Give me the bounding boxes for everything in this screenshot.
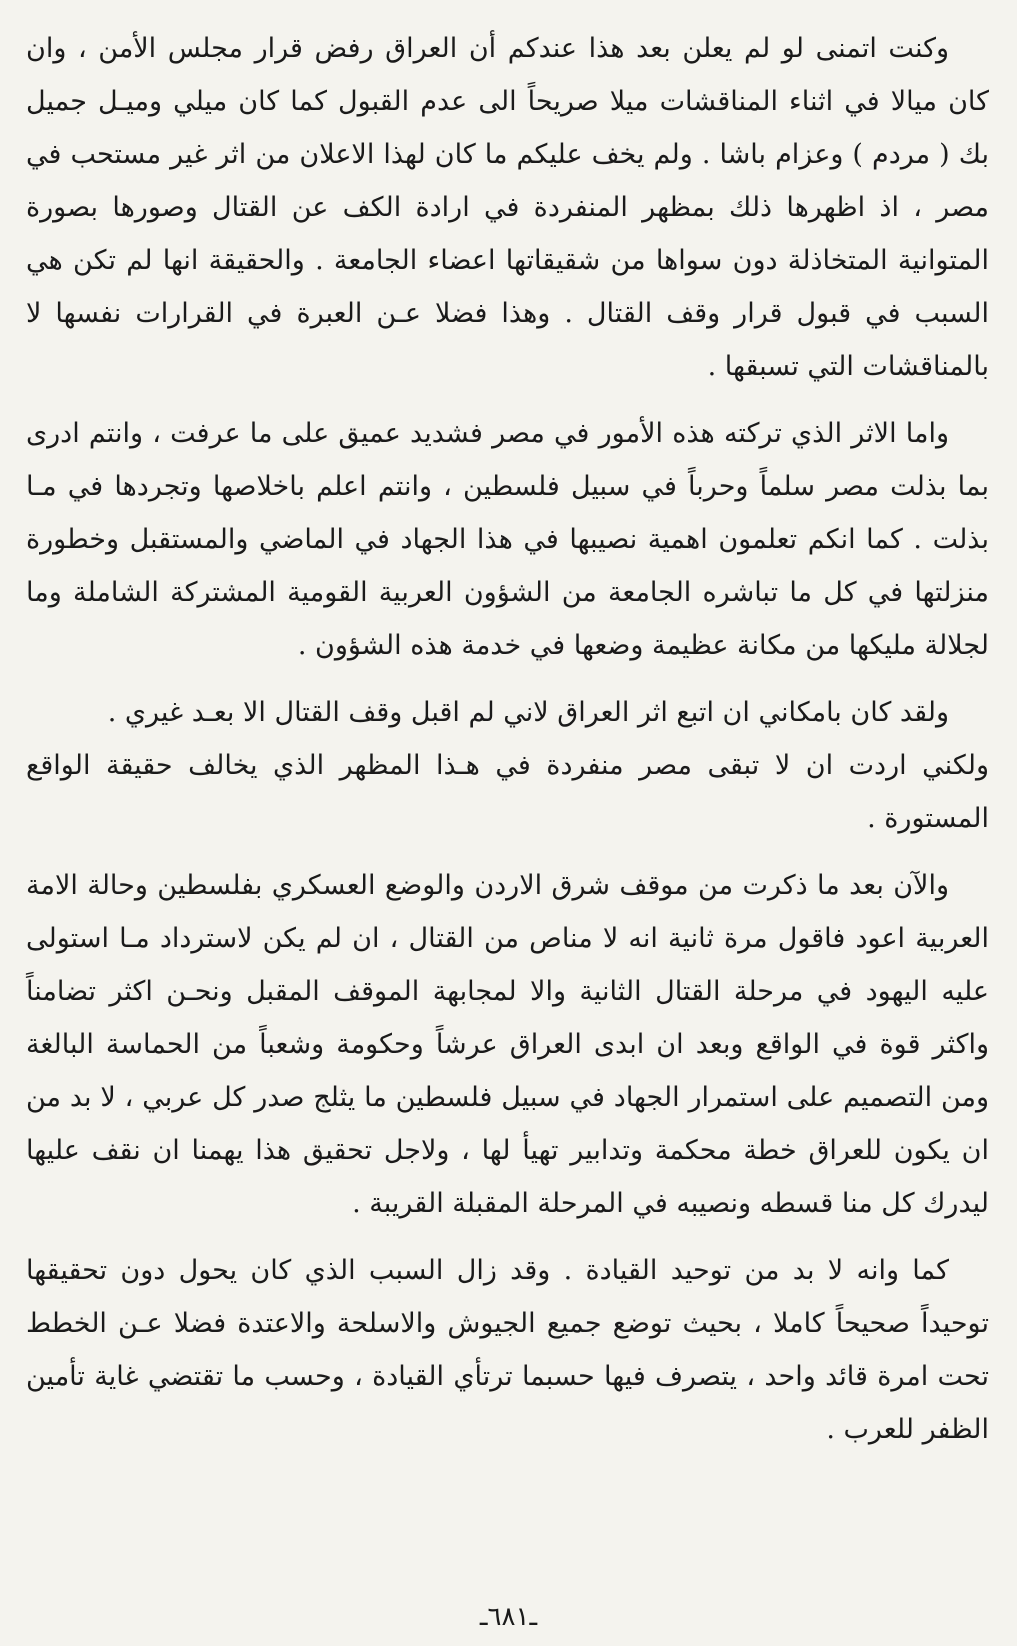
paragraph-3: ولقد كان بامكاني ان اتبع اثر العراق لاني لم اقبل وقف القتال الا بعـد غيري . <box>107 697 949 728</box>
paragraph-gap <box>26 393 989 407</box>
paragraph-4: ولكني اردت ان لا تبقى مصر منفردة في هـذا المظهر الذي يخالف حقيقة الواقع المستورة . <box>26 750 989 834</box>
paragraph-6: كما وانه لا بد من توحيد القيادة . وقد زال السبب الذي كان يحول دون تحقيقها توحيداً صحيحاً كاملا ، بحيث توضع جميع الجيوش والاسلحة والاعتدة فضلا عـن الخطط تحت امرة قائد واحد ، يتصرف فيها حسبما ترتأي القيادة ، وحسب ما تقتضي غاية تأمين الظفر للعرب . <box>26 1255 989 1445</box>
paragraph-gap <box>26 672 989 686</box>
body-text <box>26 22 989 1456</box>
paragraph-2: واما الاثر الذي تركته هذه الأمور في مصر فشديد عميق على ما عرفت ، وانتم ادرى بما بذلت مصر سلماً وحرباً في سبيل فلسطين ، وانتم اعلم باخلاصها وتجردها في مـا بذلت . كما انكم تعلمون اهمية نصيبها في هذا الجهاد في الماضي والمستقبل وخطورة منزلتها في كل ما تباشره الجامعة من الشؤون العربية القومية المشتركة الشاملة وما لجلالة مليكها من مكانة عظيمة وضعها في خدمة هذه الشؤون . <box>26 418 989 661</box>
paragraph-1: وكنت اتمنى لو لم يعلن بعد هذا عندكم أن العراق رفض قرار مجلس الأمن ، وان كان ميالا في اثناء المناقشات ميلا صريحاً الى عدم القبول كما كان ميلي وميـل جميل بك ( مردم ) وعزام باشا . ولم يخف عليكم ما كان لهذا الاعلان من اثر غير مستحب في مصر ، اذ اظهرها ذلك بمظهر المنفردة في ارادة الكف عن القتال وصورها بصورة المتوانية المتخاذلة دون سواها من شقيقاتها اعضاء الجامعة . والحقيقة انها لم تكن هي السبب في قبول قرار وقف القتال . وهذا فضلا عـن العبرة في القرارات نفسها لا بالمناقشات التي تسبقها . <box>26 33 989 382</box>
paragraph-gap <box>26 845 989 859</box>
paragraph-gap <box>26 1230 989 1244</box>
page-number: ـ٦٨١ـ <box>479 1602 538 1632</box>
paragraph-5: والآن بعد ما ذكرت من موقف شرق الاردن والوضع العسكري بفلسطين وحالة الامة العربية اعود فاقول مرة ثانية انه لا مناص من القتال ، ان لم يكن لاسترداد مـا استولى عليه اليهود في مرحلة القتال الثانية والا لمجابهة الموقف المقبل ونحـن اكثر تضامناً واكثر قوة في الواقع وبعد ان ابدى العراق عرشاً وحكومة وشعباً من الحماسة البالغة ومن التصميم على استمرار الجهاد في سبيل فلسطين ما يثلج صدر كل عربي ، لا بد من ان يكون للعراق خطة محكمة وتدابير تهيأ لها ، ولاجل تحقيق هذا يهمنا ان نقف عليها ليدرك كل منا قسطه ونصيبه في المرحلة المقبلة القريبة . <box>26 870 989 1219</box>
